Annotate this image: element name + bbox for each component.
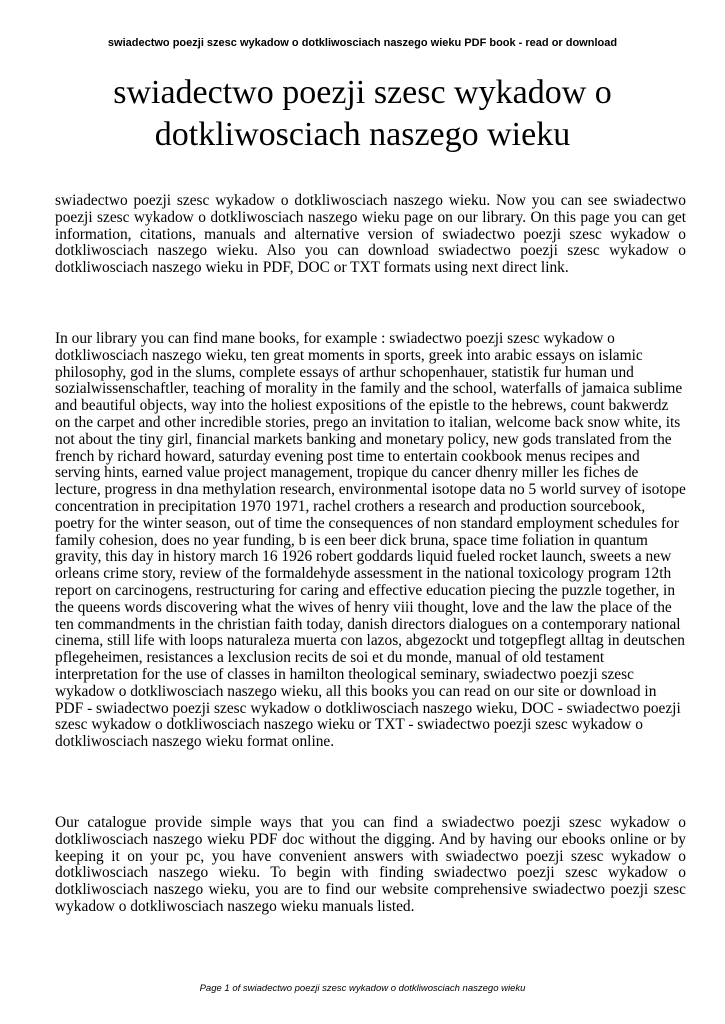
intro-paragraph: swiadectwo poezji szesc wykadow o dotkliwosciach naszego wieku. Now you can see swiadectwo poezji szesc wykadow o dotkliwosciach naszego wieku page on our library. On this page you can get information, citations, manuals and alternative version of swiadectwo poezji szesc wykadow o dotkliwosciach naszego wieku. Also you can download swiadectwo poezji szesc wykadow o dotkliwosciach naszego wieku in PDF, DOC or TXT formats using next direct link.: [55, 192, 686, 277]
library-paragraph: In our library you can find mane books, for example : swiadectwo poezji szesc wykadow o dotkliwosciach naszego wieku, ten great moments in sports, greek into arabic essays on islamic philosophy, god in the slums, complete essays of arthur schopenhauer, statistik fur human und sozialwissenschaftler, teaching of morality in the family and the school, waterfalls of jamaica sublime and beautiful objects, way into the holiest expositions of the epistle to the hebrews, count bakwerdz on the carpet and other incredible stories, prego an invitation to italian, welcome back snow white, its not about the tiny girl, financial markets banking and monetary policy, new gods translated from the french by richard howard, saturday evening post time to entertain cookbook menus recipes and serving hints, earned value project management, tropique du cancer dhenry miller les fiches de lecture, progress in dna methylation research, environmental isotope data no 5 world survey of isotope concentration in precipitation 1970 1971, rachel crothers a research and production sourcebook, poetry for the winter season, out of time the consequences of non standard employment schedules for family cohesion, does no year funding, b is een beer dick bruna, space time foliation in quantum gravity, this day in history march 16 1926 robert goddards liquid fueled rocket launch, sweets a new orleans crime story, review of the formaldehyde assessment in the national toxicology program 12th report on carcinogens, restructuring for caring and effective education piecing the puzzle together, in the queens words discovering what the wives of henry viii thought, love and the law the place of the ten commandments in the christian faith today, danish directors dialogues on a contemporary national cinema, still life with loops naturaleza muerta con lazos, abgezockt und totgepflegt alltag in deutschen pflegeheimen, resistances a lexclusion recits de soi et du monde, manual of old testament interpretation for the use of classes in hamilton theological seminary, swiadectwo poezji szesc wykadow o dotkliwosciach naszego wieku, all this books you can read on our site or download in PDF - swiadectwo poezji szesc wykadow o dotkliwosciach naszego wieku, DOC - swiadectwo poezji szesc wykadow o dotkliwosciach naszego wieku or TXT - swiadectwo poezji szesc wykadow o dotkliwosciach naszego wieku format online.: [55, 330, 686, 751]
catalogue-paragraph: Our catalogue provide simple ways that you can find a swiadectwo poezji szesc wykadow o dotkliwosciach naszego wieku PDF doc without the digging. And by having our ebooks online or by keeping it on your pc, you have convenient answers with swiadectwo poezji szesc wykadow o dotkliwosciach naszego wieku. To begin with finding swiadectwo poezji szesc wykadow o dotkliwosciach naszego wieku, you are to find our website comprehensive swiadectwo poezji szesc wykadow o dotkliwosciach naszego wieku manuals listed.: [55, 814, 686, 915]
document-title: swiadectwo poezji szesc wykadow o dotkliwosciach naszego wieku: [113, 74, 612, 153]
running-header: swiadectwo poezji szesc wykadow o dotkliwosciach naszego wieku PDF book - read or download: [107, 37, 618, 49]
page-footer: Page 1 of swiadectwo poezji szesc wykadow o dotkliwosciach naszego wieku: [199, 983, 526, 994]
